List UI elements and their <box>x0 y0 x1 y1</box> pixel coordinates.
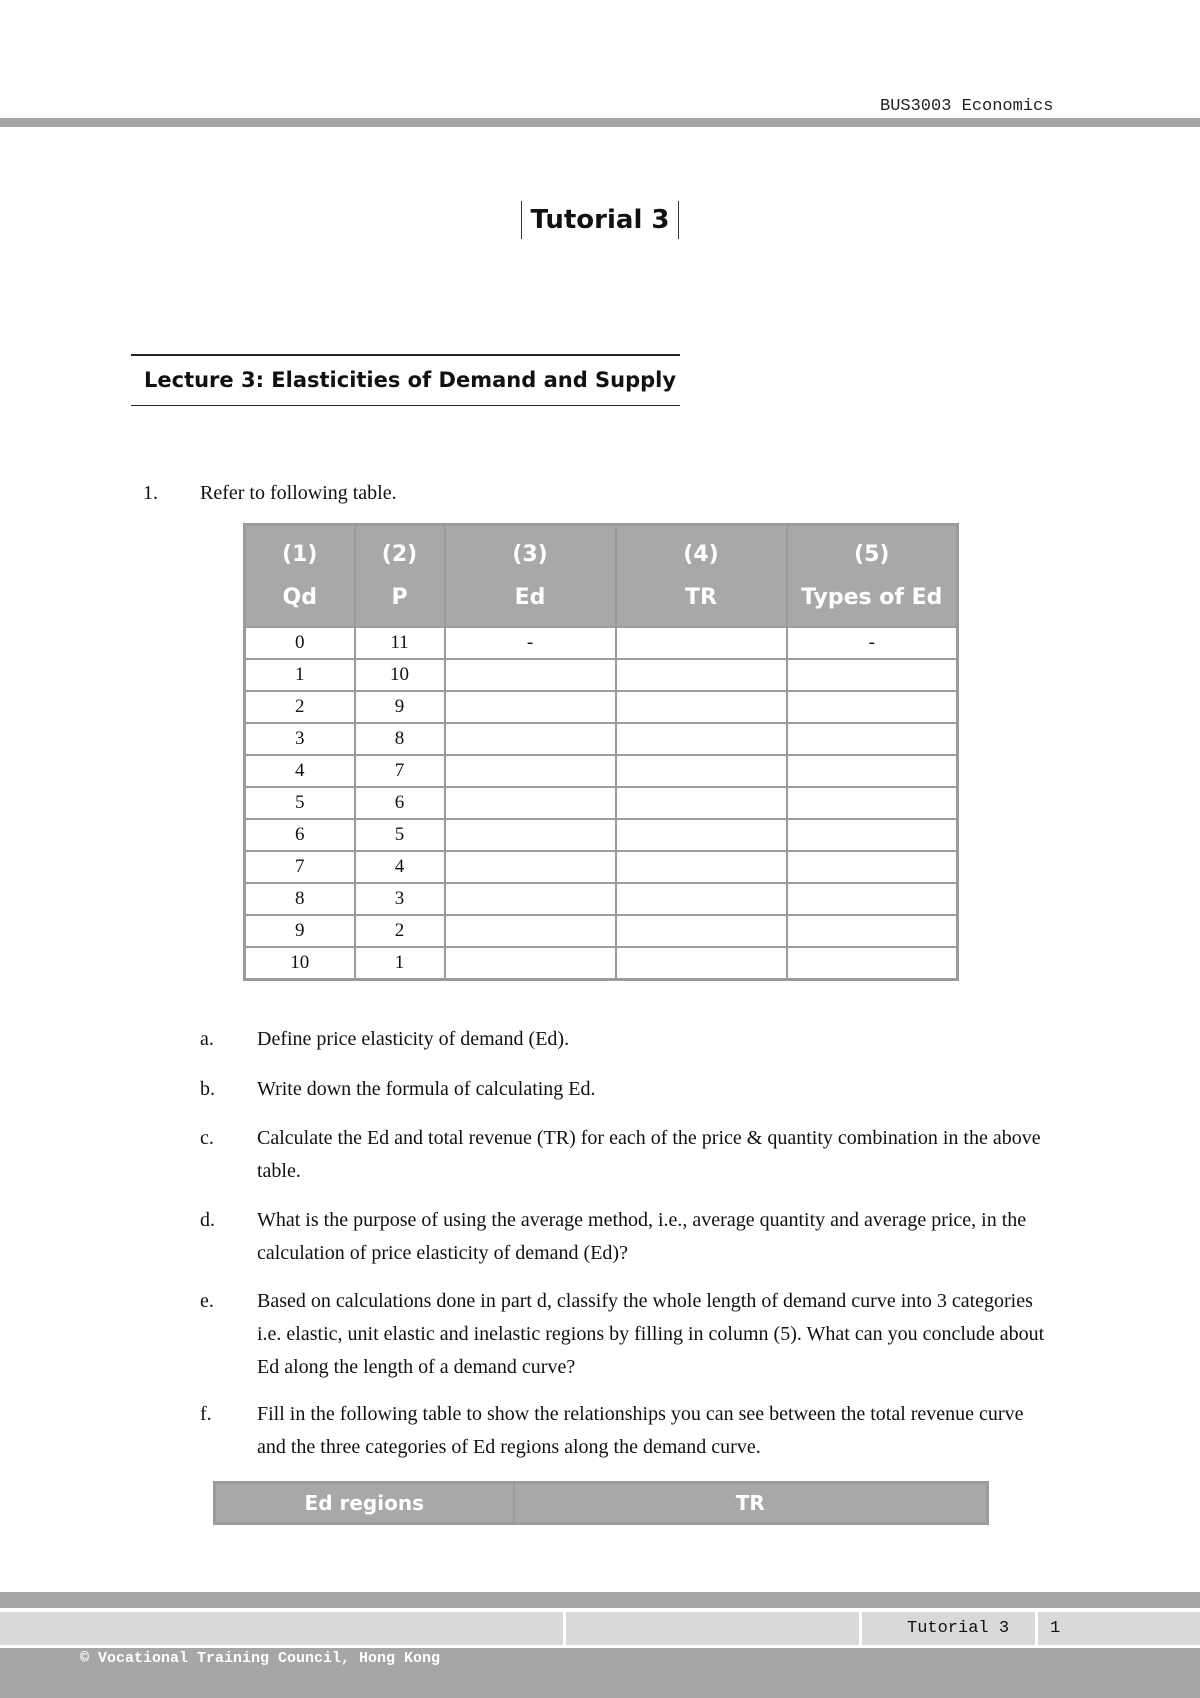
table-cell <box>616 883 787 915</box>
table-row <box>245 691 958 723</box>
subquestion-text: Define price elasticity of demand (Ed). <box>257 1028 570 1050</box>
table-cell <box>616 851 787 883</box>
table-cell: 0 <box>245 627 355 659</box>
header-num: (4) <box>683 542 719 567</box>
header-label: Ed <box>514 585 546 610</box>
subquestion-label: b. <box>200 1078 215 1100</box>
table-cell: 5 <box>355 819 445 851</box>
regions-header-ed: Ed regions <box>215 1483 514 1524</box>
table-cell: 10 <box>355 659 445 691</box>
table-cell: 10 <box>245 947 355 980</box>
footer-label-cell <box>862 1612 1035 1645</box>
lecture-heading: Lecture 3: Elasticities of Demand and Supply <box>144 368 677 392</box>
header-label: Qd <box>282 585 317 610</box>
table-cell: 9 <box>355 691 445 723</box>
table-header-row <box>245 525 958 628</box>
table-cell <box>616 659 787 691</box>
table-cell <box>616 755 787 787</box>
header-col-5 <box>787 525 958 628</box>
table-cell: 6 <box>355 787 445 819</box>
table-cell: 1 <box>355 947 445 980</box>
table-cell <box>616 947 787 980</box>
regions-header-row <box>215 1483 988 1524</box>
copyright-text: © Vocational Training Council, Hong Kong <box>80 1650 441 1667</box>
footer-band <box>0 1592 1200 1608</box>
header-rule <box>0 118 1200 127</box>
table-cell <box>787 787 958 819</box>
regions-header-tr: TR <box>514 1483 988 1524</box>
table-cell <box>445 787 616 819</box>
table-cell: 5 <box>245 787 355 819</box>
table-cell: 11 <box>355 627 445 659</box>
page-title <box>0 205 1200 235</box>
table-cell: 2 <box>355 915 445 947</box>
table-cell: 7 <box>245 851 355 883</box>
subquestion-text: Fill in the following table to show the relationships you can see between the total revenue curve and the three categories of Ed regions along the demand curve. <box>257 1403 1024 1458</box>
header-label: P <box>391 585 408 610</box>
header-num: (1) <box>282 542 318 567</box>
table-cell <box>616 627 787 659</box>
subquestion-text: Calculate the Ed and total revenue (TR) for each of the price & quantity combination in the above table. <box>257 1127 1041 1182</box>
table-cell <box>787 883 958 915</box>
subquestion-label: c. <box>200 1127 214 1149</box>
subquestion-label: f. <box>200 1403 212 1425</box>
subquestion-label: d. <box>200 1209 215 1231</box>
subquestion-text: What is the purpose of using the average method, i.e., average quantity and average price, in the calculation of price elasticity of demand (Ed)? <box>257 1209 1027 1264</box>
subquestion-text: Write down the formula of calculating Ed. <box>257 1078 596 1100</box>
table-cell: 3 <box>355 883 445 915</box>
header-num: (2) <box>381 542 418 567</box>
elasticity-table <box>243 523 959 981</box>
header-col-3 <box>445 525 616 628</box>
table-cell: 7 <box>355 755 445 787</box>
table-cell: 4 <box>355 851 445 883</box>
table-body <box>245 627 958 980</box>
footer-cell-left <box>0 1612 563 1645</box>
table-cell <box>787 659 958 691</box>
table-cell <box>616 915 787 947</box>
ed-regions-table <box>213 1481 989 1525</box>
table-cell: 4 <box>245 755 355 787</box>
table-row <box>245 883 958 915</box>
table-cell <box>445 755 616 787</box>
subquestion-label: a. <box>200 1028 214 1050</box>
table-cell <box>445 723 616 755</box>
table-cell: - <box>787 627 958 659</box>
subquestion-text: Based on calculations done in part d, classify the whole length of demand curve into 3 categories i.e. elastic, unit elastic and inelastic regions by filling in column (5). What can you conclude about Ed along the length of a demand curve? <box>257 1290 1045 1378</box>
table-cell <box>445 947 616 980</box>
table-cell: 3 <box>245 723 355 755</box>
table-row <box>245 627 958 659</box>
footer-label: Tutorial 3 <box>907 1619 1010 1638</box>
table-cell <box>787 819 958 851</box>
header-col-1 <box>245 525 355 628</box>
table-row <box>245 723 958 755</box>
title-text: Tutorial 3 <box>521 201 678 239</box>
table-cell <box>787 723 958 755</box>
table-cell <box>445 915 616 947</box>
table-cell: 1 <box>245 659 355 691</box>
table-cell <box>445 819 616 851</box>
table-row <box>245 787 958 819</box>
table-cell <box>787 915 958 947</box>
footer-page-cell <box>1038 1612 1200 1645</box>
table-cell <box>787 851 958 883</box>
table-cell <box>445 659 616 691</box>
lecture-heading-box <box>131 354 680 406</box>
question-text: Refer to following table. <box>200 482 397 504</box>
page-number: 1 <box>1050 1619 1061 1638</box>
header-label: Types of Ed <box>801 585 943 610</box>
table-cell <box>787 755 958 787</box>
question-number: 1. <box>143 482 158 504</box>
table-cell <box>616 787 787 819</box>
table-cell: 6 <box>245 819 355 851</box>
footer-cell-middle <box>566 1612 859 1645</box>
header-num: (5) <box>854 542 890 567</box>
table-cell <box>445 851 616 883</box>
table-cell: 2 <box>245 691 355 723</box>
table-cell <box>616 691 787 723</box>
table-cell <box>787 691 958 723</box>
table-cell: 8 <box>355 723 445 755</box>
table-cell <box>616 819 787 851</box>
table-cell <box>787 947 958 980</box>
header-num: (3) <box>512 542 548 567</box>
header-label: TR <box>685 585 717 610</box>
table-cell <box>616 723 787 755</box>
subquestion-label: e. <box>200 1290 214 1312</box>
table-row <box>245 819 958 851</box>
table-cell <box>445 883 616 915</box>
header-col-2 <box>355 525 445 628</box>
table-cell: 8 <box>245 883 355 915</box>
table-row <box>245 915 958 947</box>
table-row <box>245 947 958 980</box>
course-header: BUS3003 Economics <box>880 97 1054 116</box>
table-cell: - <box>445 627 616 659</box>
header-col-4 <box>616 525 787 628</box>
table-row <box>245 659 958 691</box>
table-cell <box>445 691 616 723</box>
table-cell: 9 <box>245 915 355 947</box>
table-row <box>245 755 958 787</box>
table-row <box>245 851 958 883</box>
